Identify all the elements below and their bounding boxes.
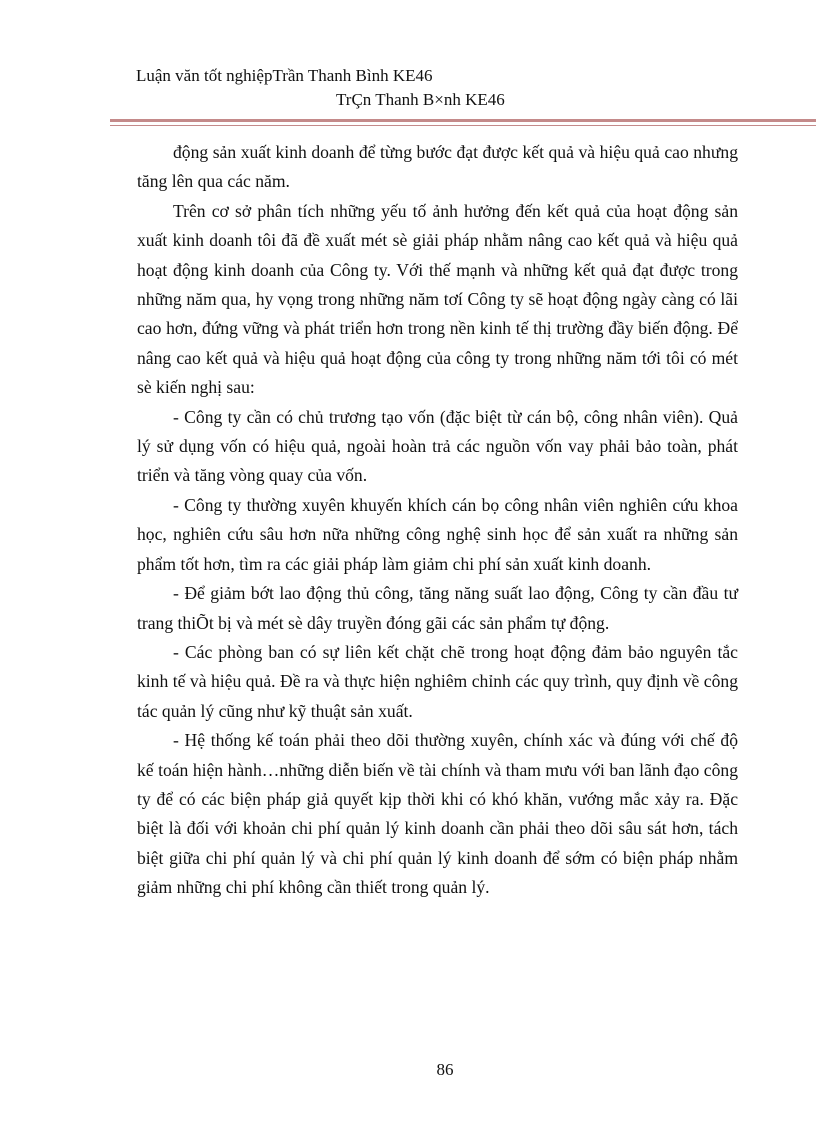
header-title: Luận văn tốt nghiệpTrần Thanh Bình KE46 (136, 66, 433, 85)
paragraph: - Để giảm bớt lao động thủ công, tăng năng suất lao động, Công ty cần đầu tư trang thiÕt bị và mét sè dây truyền đóng gãi các sản phẩm tự động. (137, 583, 738, 633)
paragraph: Trên cơ sở phân tích những yếu tố ảnh hưởng đến kết quả của hoạt động sản xuất kinh doanh tôi đã đề xuất mét sè giải pháp nhằm nâng cao kết quả và hiệu quả hoạt động kinh doanh của Công ty. Với thế mạnh và những kết quả đạt được trong những năm qua, hy vọng trong những năm tơí Công ty sẽ hoạt động ngày càng có lãi cao hơn, đứng vững và phát triển hơn trong nền kinh tế thị trường đầy biến động. Để nâng cao kết quả và hiệu quả hoạt động của công ty trong những năm tới tôi có mét sè kiến nghị sau: (137, 200, 738, 398)
header-rule (110, 119, 816, 122)
header-author: TrÇn Thanh B×nh KE46 (336, 90, 505, 109)
paragraph: động sản xuất kinh doanh để từng bước đạt được kết quả và hiệu quả cao nhưng tăng lên qua các năm. (137, 142, 738, 192)
paragraph: - Công ty cần có chủ trương tạo vốn (đặc biệt từ cán bộ, công nhân viên). Quả lý sử dụng vốn có hiệu quả, ngoài hoàn trả các nguồn vốn vay phải bảo toàn, phát triển và tăng vòng quay của vốn. (137, 406, 738, 486)
page-number: 86 (436, 1060, 454, 1079)
paragraph: - Các phòng ban có sự liên kết chặt chẽ trong hoạt động đảm bảo nguyên tắc kinh tế và hiệu quả. Đề ra và thực hiện nghiêm chỉnh các quy trình, quy định về công tác quản lý cũng như kỹ thuật sản xuất. (137, 641, 738, 721)
body-text (137, 138, 738, 903)
paragraph: - Công ty thường xuyên khuyến khích cán bọ công nhân viên nghiên cứu khoa học, nghiên cứu sâu hơn nữa những công nghệ sinh học để sản xuất ra những sản phẩm tốt hơn, tìm ra các giải pháp làm giảm chi phí sản xuất kinh doanh. (137, 494, 738, 574)
header-rule-thin (110, 125, 816, 126)
paragraph: - Hệ thống kế toán phải theo dõi thường xuyên, chính xác và đúng với chế độ kế toán hiện hành…những diễn biến về tài chính và tham mưu với ban lãnh đạo công ty để có các biện pháp giả quyết kịp thời khi có khó khăn, vướng mắc xảy ra. Đặc biệt là đối với khoản chi phí quản lý kinh doanh cần phải theo dõi sâu sát hơn, tách biệt giữa chi phí quản lý và chi phí quản lý kinh doanh để sớm có biện pháp nhằm giảm những chi phí không cần thiết trong quản lý. (137, 730, 738, 898)
